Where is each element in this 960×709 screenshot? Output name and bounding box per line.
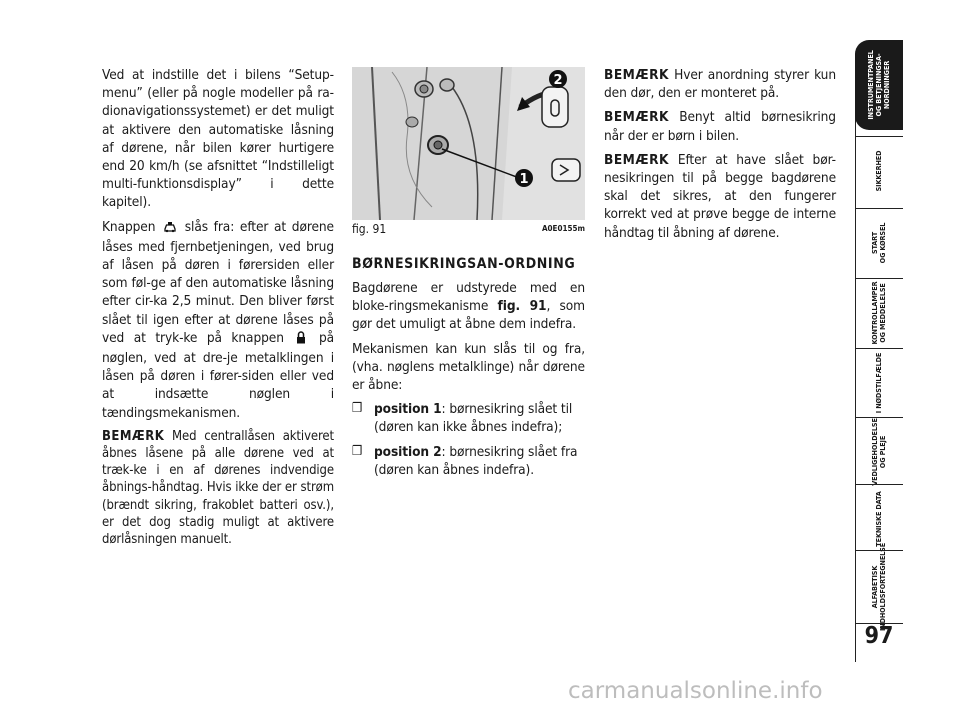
note-2: BEMÆRK Benyt altid børnesikring når der er børn i bilen. <box>604 109 836 144</box>
car-lock-icon <box>164 220 176 238</box>
figure-code: A0E0155m <box>541 224 585 233</box>
tab-alfabetisk[interactable]: ALFABETISK INDHOLDSFORTEGNELSE <box>855 550 903 624</box>
checkbox-icon: ❒ <box>352 443 363 459</box>
marker-1: 1 <box>519 172 529 187</box>
text-column-2 <box>352 256 585 485</box>
note-1: BEMÆRK Hver anordning styrer kun den dør, den er monteret på. <box>604 67 836 102</box>
tab-vedligeholdelse[interactable]: VEDLIGEHOLDELSE OG PLEJE <box>855 417 903 486</box>
paragraph-auto-lock: Ved at indstille det i bilens “Setup-menu” (eller på nogle modeller på ra-dionavigationssystemet) er det muligt at aktivere den automatiske låsning af dørene, når bilen kører hurtigere end 20 km/h (se afsnittet “Indstilleligt multi-funktionsdisplay” i dette kapitel). <box>102 67 334 211</box>
tab-start-og-korsel[interactable]: START OG KØRSEL <box>855 208 903 277</box>
paragraph-switching: Mekanismen kan kun slås til og fra, (vha. nøglens metalklinge) når dørene er åbne: <box>352 340 585 394</box>
tab-tekniske-data[interactable]: TEKNISKE DATA <box>855 484 903 553</box>
bullet-position-2: ❒ position 2: børnesikring slået fra (døren kan åbnes indefra). <box>352 443 578 478</box>
tab-sikkerhed[interactable]: SIKKERHED <box>855 136 903 205</box>
marker-2: 2 <box>553 73 563 88</box>
chapter-sidebar <box>855 40 903 670</box>
paragraph-button: Knappen slås fra: efter at dørene låses med fjernbetjeningen, ved brug af låsen på døren i førersiden eller som føl-ge af den automatiske låsning efter cir-ka 2,5 minut. Den bliver først slået til igen efter at dørene låses på ved at tryk-ke på knappen på nøglen, ved at dre-je metalklingen i låsen på døren i fører-siden eller ved at indsætte nøglen i tændingsmekanismen. <box>102 218 334 421</box>
section-heading: BØRNESIKRINGSAN-ORDNING <box>352 256 576 272</box>
tab-kontrollamper[interactable]: KONTROLLAMPER OG MEDDELELSE <box>855 278 903 347</box>
watermark: carmanualsonline.info <box>568 678 823 704</box>
text-column-1 <box>102 66 334 554</box>
tab-nodstilfaelde[interactable]: I NØDSTILFÆLDE <box>855 348 903 417</box>
padlock-icon <box>296 331 306 349</box>
page-number: 97 <box>864 623 894 649</box>
paragraph-mechanism: Bagdørene er udstyrede med en bloke-ringsmekanisme fig. 91, som gør det umuligt at åbne dem indefra. <box>352 280 585 333</box>
note-central-lock: BEMÆRK Med centrallåsen aktiveret åbnes låsene på alle dørene ved at træk-ke i en af dørenes indvendige åbnings-håndtag. Hvis ikke der er strøm (brændt sikring, frakoblet batteri osv.), er det dog stadig muligt at aktivere dørlåsningen manuelt. <box>102 428 334 548</box>
bullet-position-1: ❒ position 1: børnesikring slået til (døren kan ikke åbnes indefra); <box>352 401 573 436</box>
door-lock-illustration <box>352 67 585 220</box>
door-lock-figure <box>352 67 585 220</box>
figure-label: fig. 91 <box>352 222 387 236</box>
figure-reference: fig. 91 <box>497 298 547 315</box>
text-column-3 <box>604 66 836 248</box>
tab-instrumentpanel[interactable]: INSTRUMENTPANEL OG BETJENINGSA- NORDNINGER <box>855 40 903 130</box>
checkbox-icon: ❒ <box>352 401 363 417</box>
figure-caption <box>352 222 585 238</box>
note-3: BEMÆRK Efter at have slået bør-nesikringen til på begge bagdørene skal det sikres, at den fungerer korrekt ved at prøve begge de interne håndtag til åbning af dørene. <box>604 151 836 241</box>
